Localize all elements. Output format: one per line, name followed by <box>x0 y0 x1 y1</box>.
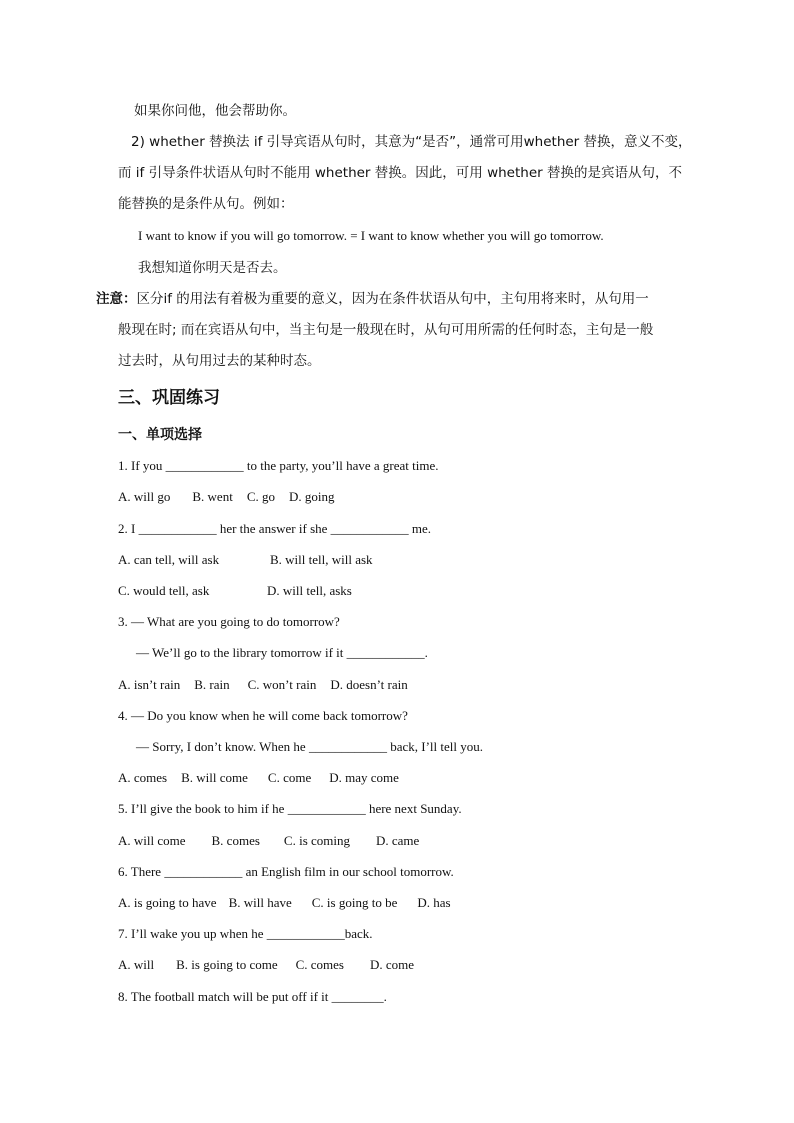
note-text-line1: 区分if 的用法有着极为重要的意义，因为在条件状语从句中，主句用将来时，从句用一 <box>136 291 649 307</box>
option: D. come <box>369 957 415 972</box>
section-title: 三、巩固练习 <box>118 388 220 408</box>
subsection-title: 一、单项选择 <box>118 427 202 443</box>
option: D. came <box>376 833 420 848</box>
example-sentence-english: I want to know if you will go tomorrow. = I want to know whether you will go tomorrow. <box>138 228 604 243</box>
question-4-line2: — Sorry, I don’t know. When he ____________ back, I’ll tell you. <box>136 739 483 754</box>
option: C. is coming <box>283 833 350 848</box>
question-4-options <box>118 769 417 787</box>
question-4-line1: 4. — Do you know when he will come back tomorrow? <box>118 708 408 723</box>
paragraph-whether-rule-line3: 能替换的是条件从句。例如： <box>118 196 294 212</box>
note-line2: 般现在时; 而在宾语从句中，当主句是一般现在时，从句可用所需的任何时态，主句是一般 <box>118 322 654 338</box>
option: B. rain <box>194 677 230 692</box>
question-1-options <box>118 488 353 506</box>
option: C. won’t rain <box>247 677 317 692</box>
option: A. comes <box>118 770 168 785</box>
example-sentence-chinese: 我想知道你明天是否去。 <box>138 260 287 276</box>
question-3-options <box>118 676 426 694</box>
option: D. going <box>289 489 335 504</box>
option: B. will come <box>181 770 248 785</box>
question-2: 2. I ____________ her the answer if she ____________ me. <box>118 521 432 536</box>
question-8: 8. The football match will be put off if it ________. <box>118 989 387 1004</box>
option: B. is going to come <box>176 957 278 972</box>
option: A. will come <box>118 833 186 848</box>
question-3-line2: — We’ll go to the library tomorrow if it ____________. <box>136 645 428 660</box>
option: C. comes <box>295 957 344 972</box>
question-3-line1: 3. — What are you going to do tomorrow? <box>118 614 340 629</box>
question-7: 7. I’ll wake you up when he ____________back. <box>118 926 373 941</box>
note-label: 注意： <box>96 291 137 307</box>
option: C. would tell, ask <box>118 583 210 598</box>
paragraph-whether-rule-line1: 2) whether 替换法 if 引导宾语从句时，其意为“是否”，通常可用whether 替换，意义不变， <box>131 134 692 150</box>
option: D. may come <box>329 770 399 785</box>
question-6: 6. There ____________ an English film in our school tomorrow. <box>118 864 454 879</box>
option: A. isn’t rain <box>118 677 181 692</box>
option: C. go <box>246 489 275 504</box>
option: C. come <box>267 770 312 785</box>
option: A. will <box>118 957 155 972</box>
question-5: 5. I’ll give the book to him if he ____________ here next Sunday. <box>118 801 462 816</box>
option: B. comes <box>211 833 260 848</box>
option: B. will tell, will ask <box>270 552 373 567</box>
question-2-options-row2 <box>118 582 370 600</box>
paragraph-whether-rule-line2: 而 if 引导条件状语从句时不能用 whether 替换。因此，可用 whether 替换的是宾语从句，不 <box>118 165 682 181</box>
option: D. doesn’t rain <box>330 677 408 692</box>
note-line1 <box>96 290 649 308</box>
option: A. is going to have <box>118 895 217 910</box>
option: C. is going to be <box>311 895 398 910</box>
question-6-options <box>118 894 469 912</box>
paragraph-example-translation: 如果你问他，他会帮助你。 <box>134 103 296 119</box>
option: B. will have <box>228 895 292 910</box>
note-line3: 过去时，从句用过去的某种时态。 <box>118 353 321 369</box>
question-7-options <box>118 956 432 974</box>
option: B. went <box>192 489 233 504</box>
question-2-options-row1 <box>118 551 391 569</box>
option: D. will tell, asks <box>267 583 352 598</box>
question-5-options <box>118 832 437 850</box>
question-1: 1. If you ____________ to the party, you’ll have a great time. <box>118 458 439 473</box>
option: D. has <box>417 895 451 910</box>
option: A. can tell, will ask <box>118 552 220 567</box>
option: A. will go <box>118 489 171 504</box>
